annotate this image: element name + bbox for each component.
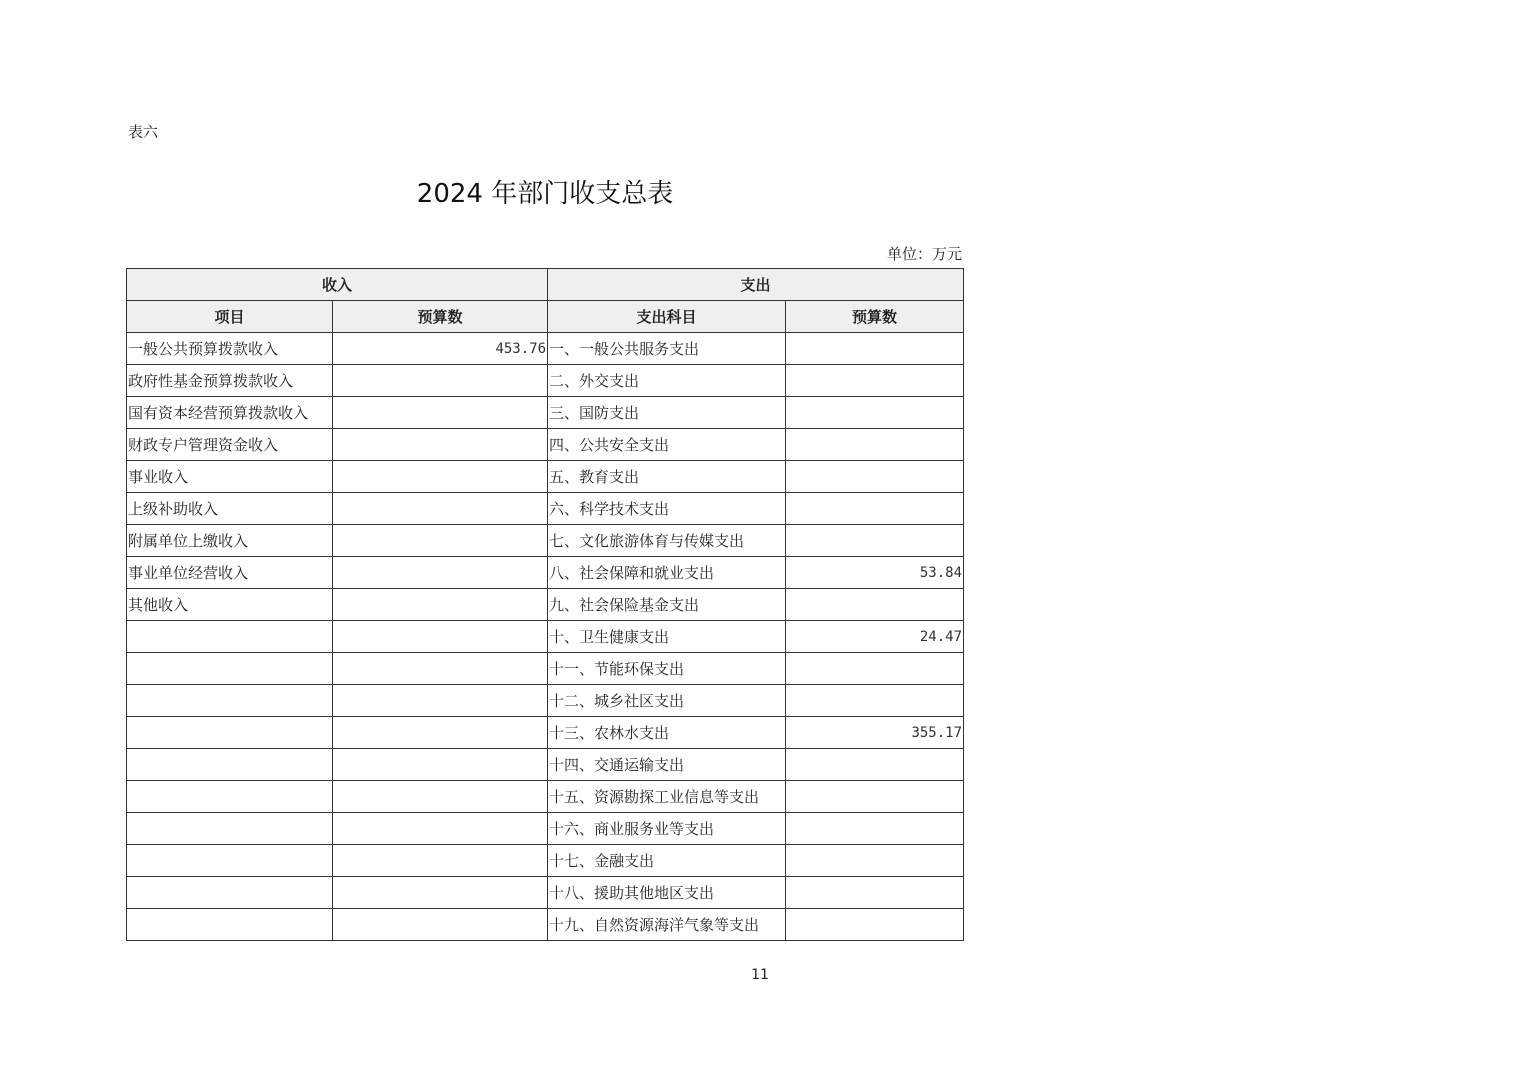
table-row [127,749,964,781]
column-header-row [127,301,964,333]
expense-item-cell: 十三、农林水支出 [548,717,786,749]
table-row [127,461,964,493]
table-row [127,653,964,685]
income-item-cell [127,621,333,653]
table-row [127,333,964,365]
expense-budget-header: 预算数 [786,301,964,333]
income-item-header: 项目 [127,301,333,333]
expense-budget-cell [786,685,964,717]
expense-budget-cell [786,909,964,941]
expense-budget-cell [786,525,964,557]
income-budget-cell [333,397,548,429]
expense-group-header: 支出 [548,269,964,301]
income-item-cell: 政府性基金预算拨款收入 [127,365,333,397]
income-budget-cell [333,461,548,493]
table-row [127,685,964,717]
expense-budget-cell [786,589,964,621]
expense-budget-cell [786,333,964,365]
table-row [127,525,964,557]
expense-item-cell: 九、社会保险基金支出 [548,589,786,621]
expense-item-cell: 七、文化旅游体育与传媒支出 [548,525,786,557]
income-budget-cell [333,365,548,397]
income-item-cell [127,877,333,909]
income-item-cell [127,749,333,781]
table-row [127,397,964,429]
income-budget-header: 预算数 [333,301,548,333]
income-item-cell [127,685,333,717]
income-item-cell [127,845,333,877]
income-budget-cell [333,493,548,525]
expense-budget-cell [786,461,964,493]
income-budget-cell [333,557,548,589]
income-budget-cell [333,909,548,941]
expense-item-cell: 三、国防支出 [548,397,786,429]
income-budget-cell [333,685,548,717]
expense-budget-cell: 24.47 [786,621,964,653]
expense-budget-cell [786,749,964,781]
table-row [127,813,964,845]
page-title: 2024 年部门收支总表 [416,179,674,209]
expense-item-cell: 十四、交通运输支出 [548,749,786,781]
income-budget-cell [333,877,548,909]
income-item-cell [127,653,333,685]
group-header-row [127,269,964,301]
expense-budget-cell [786,365,964,397]
expense-item-cell: 十七、金融支出 [548,845,786,877]
expense-item-header: 支出科目 [548,301,786,333]
income-item-cell: 附属单位上缴收入 [127,525,333,557]
expense-item-cell: 十、卫生健康支出 [548,621,786,653]
expense-item-cell: 十一、节能环保支出 [548,653,786,685]
income-budget-cell [333,717,548,749]
table-row [127,717,964,749]
table-row [127,621,964,653]
expense-budget-cell [786,877,964,909]
income-item-cell [127,909,333,941]
expense-item-cell: 二、外交支出 [548,365,786,397]
income-item-cell: 一般公共预算拨款收入 [127,333,333,365]
income-item-cell [127,717,333,749]
income-budget-cell [333,653,548,685]
budget-table [126,268,964,941]
income-budget-cell [333,781,548,813]
expense-item-cell: 十五、资源勘探工业信息等支出 [548,781,786,813]
expense-budget-cell [786,845,964,877]
expense-budget-cell [786,429,964,461]
expense-item-cell: 十二、城乡社区支出 [548,685,786,717]
expense-item-cell: 一、一般公共服务支出 [548,333,786,365]
income-budget-cell [333,813,548,845]
expense-budget-cell: 53.84 [786,557,964,589]
income-item-cell: 事业单位经营收入 [127,557,333,589]
expense-item-cell: 十九、自然资源海洋气象等支出 [548,909,786,941]
income-item-cell: 上级补助收入 [127,493,333,525]
expense-item-cell: 八、社会保障和就业支出 [548,557,786,589]
income-budget-cell: 453.76 [333,333,548,365]
income-budget-cell [333,589,548,621]
page-number: 11 [751,967,769,983]
table-row [127,845,964,877]
table-row [127,429,964,461]
unit-label: 单位：万元 [886,245,962,263]
income-budget-cell [333,621,548,653]
table-row [127,589,964,621]
income-budget-cell [333,749,548,781]
expense-item-cell: 五、教育支出 [548,461,786,493]
income-item-cell: 国有资本经营预算拨款收入 [127,397,333,429]
income-item-cell: 事业收入 [127,461,333,493]
expense-budget-cell [786,781,964,813]
expense-budget-cell: 355.17 [786,717,964,749]
table-row [127,877,964,909]
expense-budget-cell [786,813,964,845]
table-row [127,557,964,589]
income-item-cell [127,781,333,813]
income-item-cell [127,813,333,845]
expense-budget-cell [786,493,964,525]
income-budget-cell [333,845,548,877]
expense-budget-cell [786,397,964,429]
expense-item-cell: 四、公共安全支出 [548,429,786,461]
expense-item-cell: 十六、商业服务业等支出 [548,813,786,845]
income-budget-cell [333,429,548,461]
table-label: 表六 [128,123,159,141]
expense-item-cell: 十八、援助其他地区支出 [548,877,786,909]
income-group-header: 收入 [127,269,548,301]
income-budget-cell [333,525,548,557]
income-item-cell: 其他收入 [127,589,333,621]
table-row [127,493,964,525]
table-row [127,909,964,941]
table-row [127,781,964,813]
table-body [127,333,964,941]
table-row [127,365,964,397]
expense-budget-cell [786,653,964,685]
expense-item-cell: 六、科学技术支出 [548,493,786,525]
income-item-cell: 财政专户管理资金收入 [127,429,333,461]
